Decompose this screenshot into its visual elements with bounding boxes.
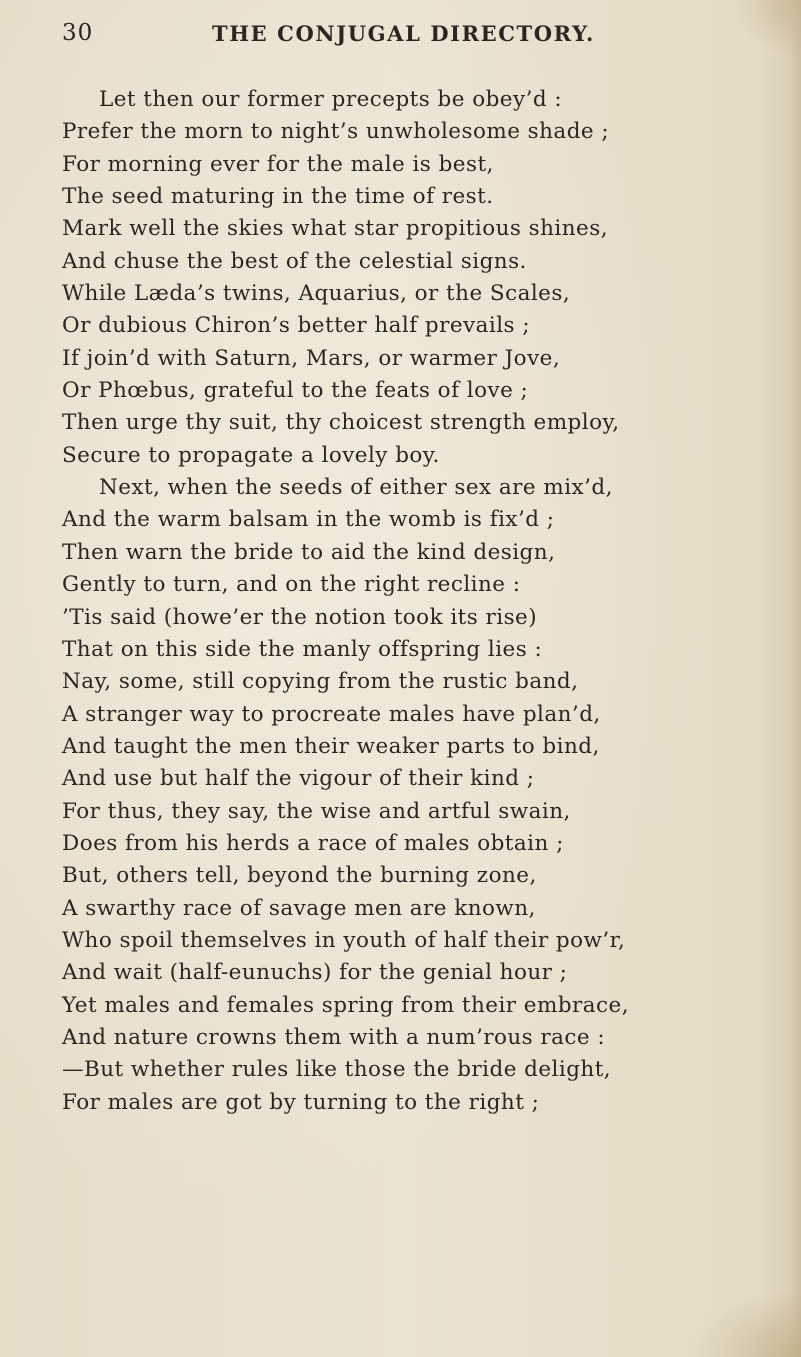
poem-line: If join’d with Saturn, Mars, or warmer Jove,: [62, 345, 561, 371]
poem-line: Who spoil themselves in youth of half their pow’r,: [62, 927, 626, 953]
poem-line: —But whether rules like those the bride delight,: [62, 1057, 612, 1083]
running-title: THE CONJUGAL DIRECTORY.: [212, 21, 595, 46]
page-header: [62, 20, 662, 52]
page-stain-top: [731, 0, 801, 60]
poem-line: While Læda’s twins, Aquarius, or the Scales,: [62, 281, 571, 307]
poem-line: For males are got by turning to the right ;: [62, 1089, 540, 1115]
poem-line: Next, when the seeds of either sex are mix’d,: [99, 475, 613, 501]
poem-line: Then urge thy suit, thy choicest strength employ,: [62, 410, 620, 436]
poem-line: That on this side the manly offspring lies :: [62, 636, 543, 662]
poem-line: Secure to propagate a lovely boy.: [62, 442, 440, 468]
poem-line: A stranger way to procreate males have plan’d,: [62, 701, 601, 727]
poem-line: A swarthy race of savage men are known,: [62, 895, 536, 921]
poem-line: Gently to turn, and on the right recline :: [62, 572, 521, 598]
page-stain-bottom: [691, 1287, 801, 1357]
poem-line: And taught the men their weaker parts to bind,: [62, 733, 600, 759]
poem-line: And chuse the best of the celestial signs.: [62, 248, 527, 274]
poem-line: For thus, they say, the wise and artful swain,: [62, 798, 571, 824]
poem-line: The seed maturing in the time of rest.: [62, 184, 494, 210]
poem-line: For morning ever for the male is best,: [62, 151, 494, 177]
poem-line: Yet males and females spring from their embrace,: [62, 992, 629, 1018]
poem-line: And wait (half-eunuchs) for the genial hour ;: [62, 960, 568, 986]
poem-line: Does from his herds a race of males obtain ;: [62, 830, 564, 856]
page-number: 30: [62, 20, 94, 46]
poem-line: Or dubious Chiron’s better half prevails ;: [62, 313, 531, 339]
poem-line: Prefer the morn to night’s unwholesome shade ;: [62, 119, 610, 145]
poem-line: Nay, some, still copying from the rustic band,: [62, 669, 579, 695]
poem-line: Mark well the skies what star propitious shines,: [62, 216, 608, 242]
poem-text: [62, 84, 782, 1119]
poem-line: But, others tell, beyond the burning zone,: [62, 863, 537, 889]
poem-line: And use but half the vigour of their kind ;: [62, 766, 535, 792]
poem-line: Or Phœbus, grateful to the feats of love ;: [62, 378, 529, 404]
poem-line: And nature crowns them with a num’rous race :: [62, 1024, 606, 1050]
poem-line: And the warm balsam in the womb is fix’d ;: [62, 507, 555, 533]
poem-line: Let then our former precepts be obey’d :: [99, 87, 563, 112]
poem-line: ’Tis said (howe’er the notion took its rise): [62, 604, 538, 630]
poem-line: Then warn the bride to aid the kind design,: [62, 539, 556, 565]
